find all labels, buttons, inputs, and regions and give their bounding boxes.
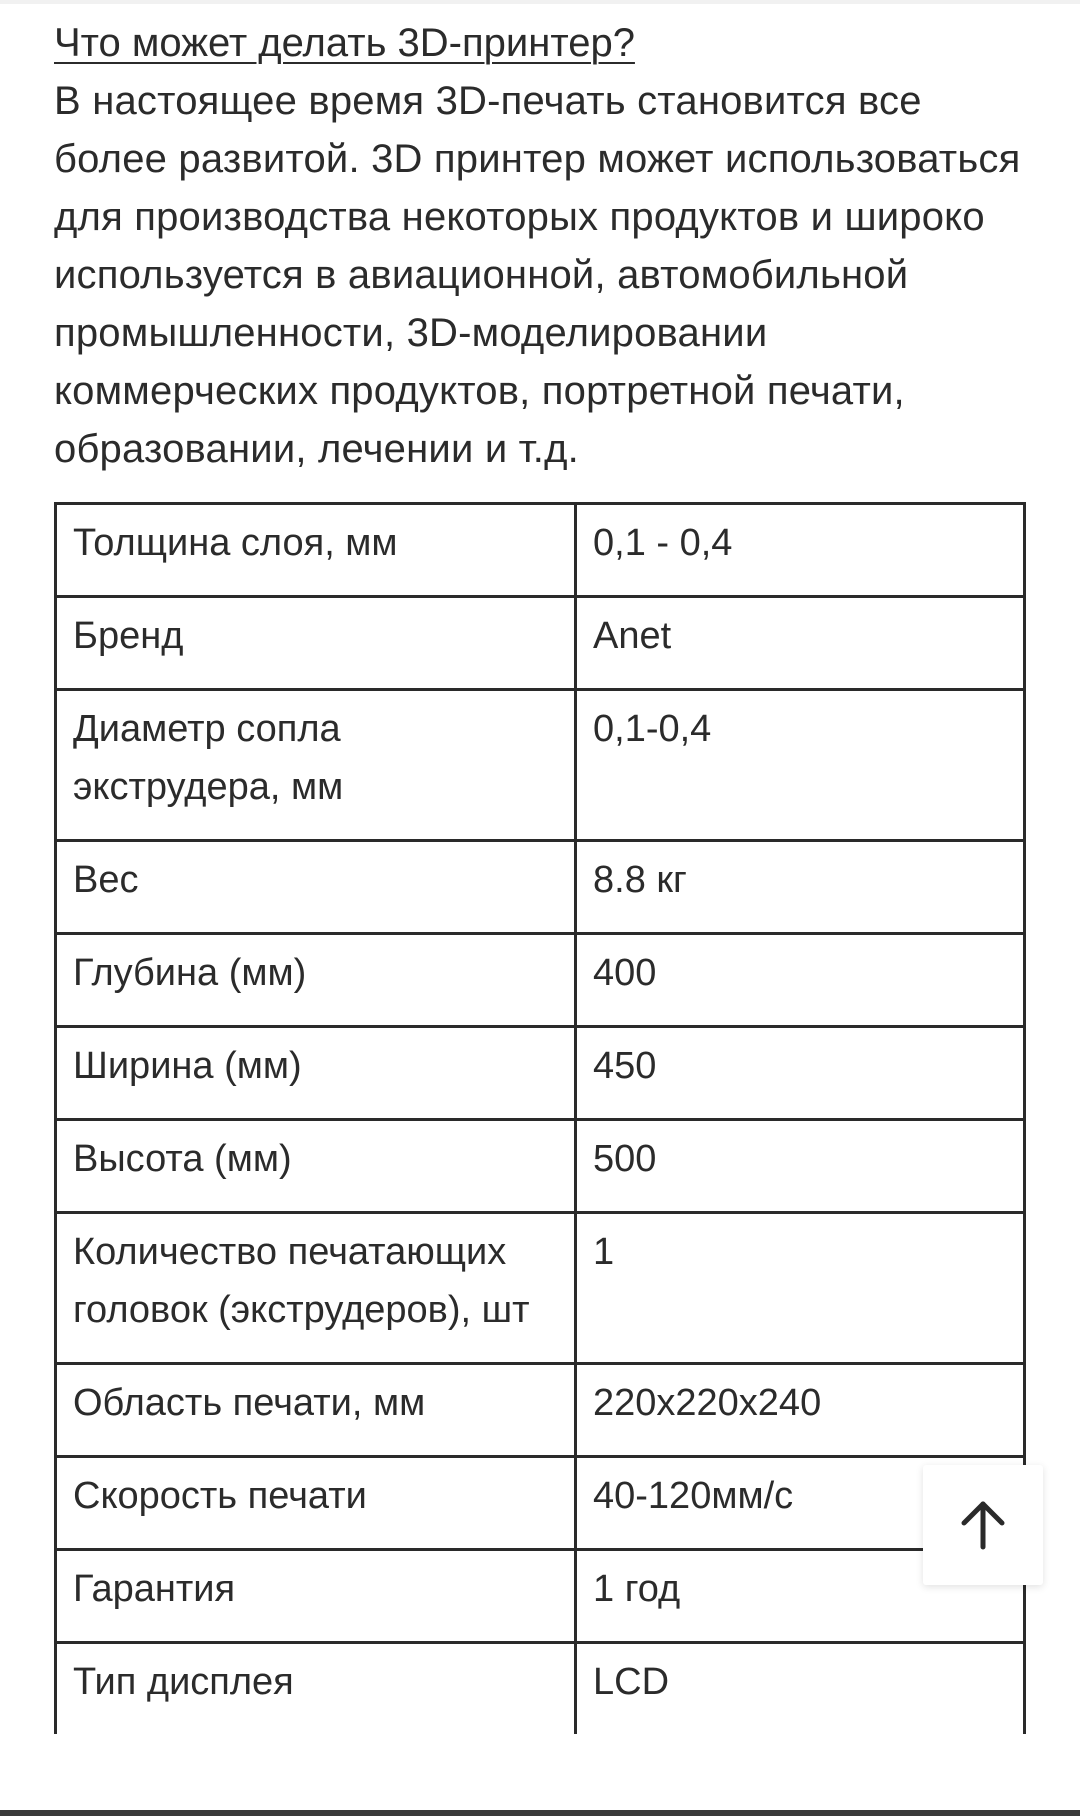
spec-value: 1 год [576,1550,1025,1643]
spec-value: LCD [576,1643,1025,1735]
spec-value: 0,1 - 0,4 [576,504,1025,597]
scroll-to-top-button[interactable] [923,1465,1043,1585]
spec-label: Толщина слоя, мм [56,504,576,597]
table-row [56,690,1025,841]
spec-value: 1 [576,1213,1025,1364]
table-row [56,1643,1025,1735]
top-edge [0,0,1080,4]
spec-value: 450 [576,1027,1025,1120]
spec-label: Область печати, мм [56,1364,576,1457]
spec-label: Высота (мм) [56,1120,576,1213]
table-row [56,1027,1025,1120]
spec-label: Диаметр сопла экструдера, мм [56,690,576,841]
spec-label: Количество печатающих головок (экструдеров), шт [56,1213,576,1364]
spec-value: 0,1-0,4 [576,690,1025,841]
spec-label: Бренд [56,597,576,690]
article [54,14,1039,478]
table-row [56,841,1025,934]
spec-label: Ширина (мм) [56,1027,576,1120]
table-row [56,1213,1025,1364]
bottom-bar [0,1810,1080,1816]
spec-value: Anet [576,597,1025,690]
spec-label: Гарантия [56,1550,576,1643]
spec-label: Скорость печати [56,1457,576,1550]
spec-value: 40-120мм/с [576,1457,1025,1550]
spec-value: 8.8 кг [576,841,1025,934]
spec-label: Глубина (мм) [56,934,576,1027]
spec-value: 400 [576,934,1025,1027]
spec-label: Тип дисплея [56,1643,576,1735]
arrow-up-icon [955,1497,1011,1553]
table-row [56,1457,1025,1550]
spec-value: 500 [576,1120,1025,1213]
table-row [56,934,1025,1027]
table-row [56,1120,1025,1213]
specs-table [54,502,1026,1734]
article-intro: В настоящее время 3D-печать становится все более развитой. 3D принтер может использоваться для производства некоторых продуктов и широко используется в авиационной, автомобильной промышленности, 3D-моделировании коммерческих продуктов, портретной печати, образовании, лечении и т.д. [54,79,1021,471]
spec-value: 220x220x240 [576,1364,1025,1457]
spec-label: Вес [56,841,576,934]
table-row [56,504,1025,597]
article-heading-link[interactable]: Что может делать 3D-принтер? [54,21,635,65]
table-row [56,597,1025,690]
table-row [56,1364,1025,1457]
table-row [56,1550,1025,1643]
